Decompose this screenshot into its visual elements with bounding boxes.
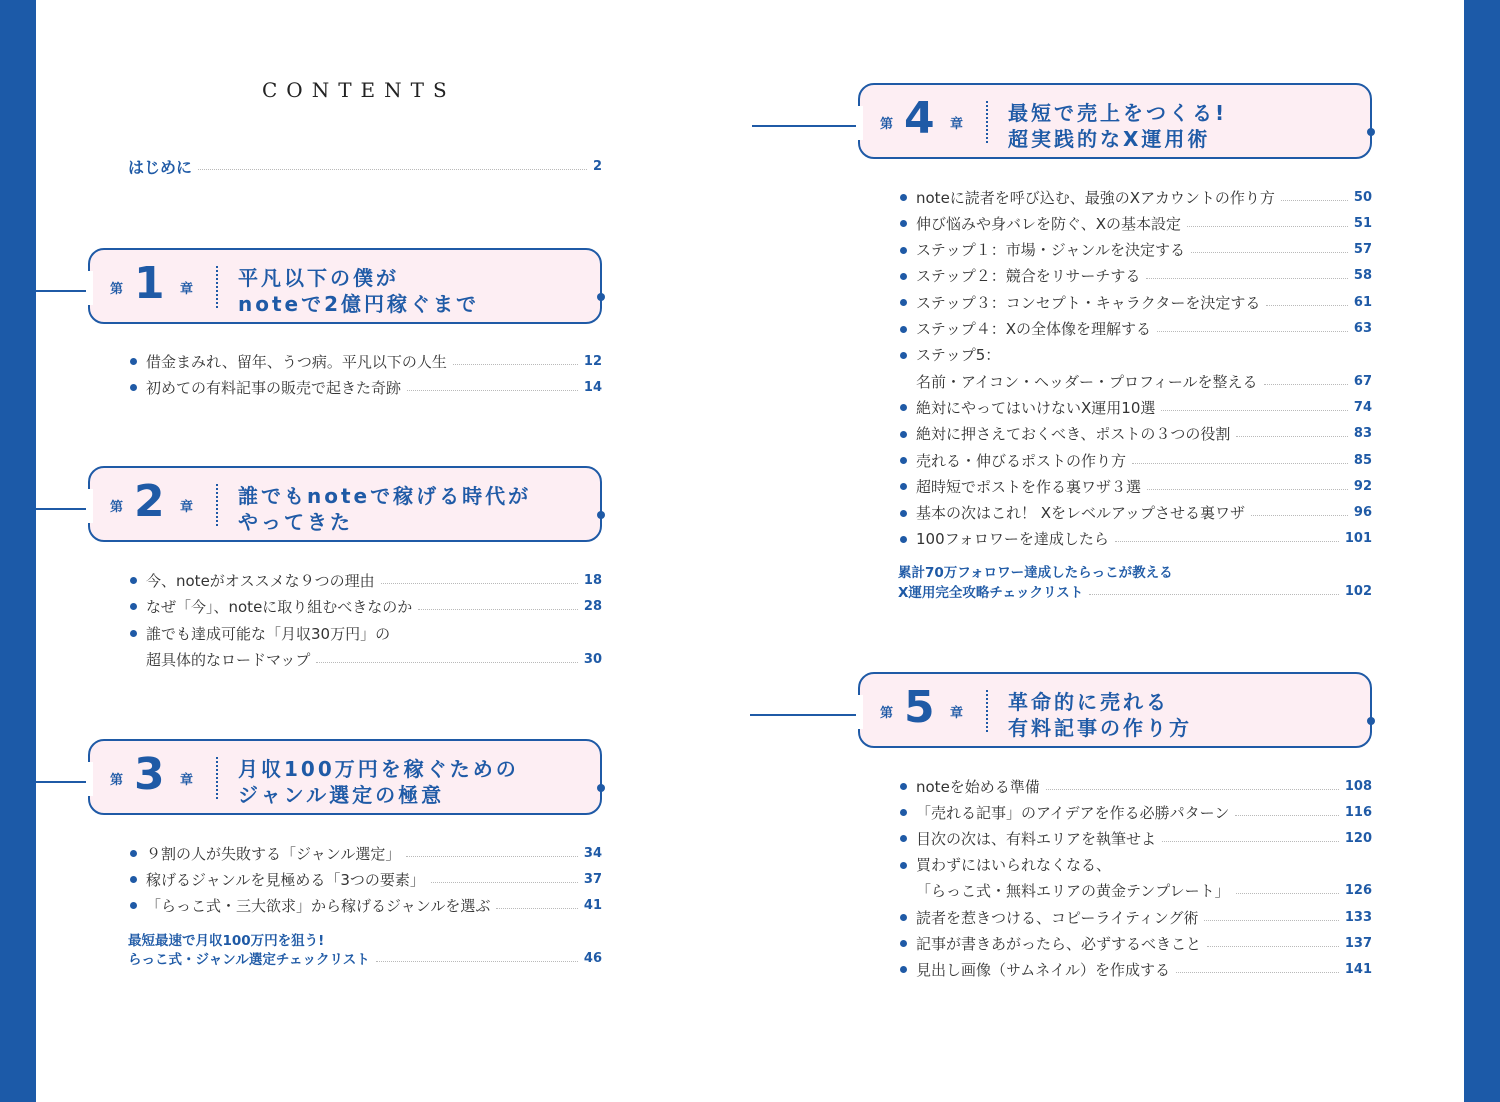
chapter-notch bbox=[856, 106, 863, 140]
chapter-suffix: 章 bbox=[180, 500, 194, 515]
leader-dots bbox=[453, 364, 578, 365]
toc-entry-page: 141 bbox=[1344, 961, 1372, 977]
bullet-dot bbox=[900, 510, 907, 517]
leader-dots bbox=[1132, 463, 1348, 464]
chapter-end-dot bbox=[597, 511, 605, 519]
toc-entry-page: 58 bbox=[1353, 268, 1372, 284]
chapter-title-line2: やってきた bbox=[238, 510, 353, 534]
toc-entry[interactable] bbox=[146, 840, 602, 866]
toc-entry-page: 34 bbox=[583, 845, 602, 861]
chapter-separator bbox=[986, 101, 988, 143]
chapter-suffix: 章 bbox=[180, 773, 194, 788]
bullet-dot bbox=[900, 914, 907, 921]
toc-entry[interactable] bbox=[916, 342, 1372, 368]
leader-dots bbox=[1162, 841, 1339, 842]
chapter-end-dot bbox=[597, 293, 605, 301]
toc-entry-page: 116 bbox=[1344, 804, 1372, 820]
leader-dots bbox=[1146, 278, 1348, 279]
toc-entry-page: 83 bbox=[1353, 426, 1372, 442]
chapter-notch bbox=[86, 762, 93, 796]
chapter-suffix: 章 bbox=[950, 706, 964, 721]
bullet-dot bbox=[900, 940, 907, 947]
checklist-page: 102 bbox=[1344, 583, 1372, 599]
toc-entry-page: 28 bbox=[583, 598, 602, 614]
chapter-prefix: 第 bbox=[110, 282, 124, 297]
toc-entry[interactable] bbox=[916, 956, 1372, 982]
checklist-page: 46 bbox=[583, 950, 602, 966]
toc-entry-continued[interactable] bbox=[916, 368, 1372, 394]
toc-entry[interactable] bbox=[916, 930, 1372, 956]
toc-entry[interactable] bbox=[916, 904, 1372, 930]
toc-entry-label: 今、noteがオススメな９つの理由 bbox=[146, 571, 375, 590]
toc-entry-page: 133 bbox=[1344, 909, 1372, 925]
toc-entry[interactable] bbox=[916, 263, 1372, 289]
toc-entry[interactable] bbox=[916, 394, 1372, 420]
chapter-separator bbox=[216, 484, 218, 526]
chapter-suffix: 章 bbox=[180, 282, 194, 297]
toc-entry[interactable] bbox=[916, 316, 1372, 342]
bullet-dot bbox=[900, 326, 907, 333]
chapter-5-header[interactable] bbox=[858, 672, 1372, 748]
toc-entry[interactable] bbox=[916, 773, 1372, 799]
toc-entry[interactable] bbox=[146, 892, 602, 918]
leader-dots bbox=[1157, 331, 1348, 332]
toc-entry-page: 57 bbox=[1353, 242, 1372, 258]
leader-dots bbox=[1089, 594, 1339, 595]
toc-entry-label: 絶対に押さえておくべき、ポストの３つの役割 bbox=[916, 425, 1231, 444]
toc-entry-page: 12 bbox=[583, 353, 602, 369]
bullet-dot bbox=[130, 358, 137, 365]
bullet-dot bbox=[130, 577, 137, 584]
chapter-connector-line bbox=[752, 125, 858, 127]
chapter-separator bbox=[216, 266, 218, 308]
toc-entry-page: 63 bbox=[1353, 321, 1372, 336]
toc-entry-page: 108 bbox=[1344, 778, 1372, 794]
leader-dots bbox=[1251, 515, 1348, 516]
leader-dots bbox=[431, 882, 578, 883]
chapter-title-line1: 最短で売上をつくる! bbox=[1008, 101, 1228, 125]
toc-entry-label: 「らっこ式・無料エリアの黄金テンプレート」 bbox=[916, 882, 1230, 901]
toc-entry-page: 41 bbox=[583, 897, 602, 913]
bullet-dot bbox=[130, 384, 137, 391]
chapter-end-dot bbox=[1367, 128, 1375, 136]
toc-entry[interactable] bbox=[916, 799, 1372, 825]
toc-entry[interactable] bbox=[146, 348, 602, 374]
chapter-number: 1 bbox=[134, 258, 165, 309]
toc-entry-page: 137 bbox=[1344, 935, 1372, 951]
toc-entry-page: 96 bbox=[1353, 505, 1372, 521]
chapter-3-header[interactable] bbox=[88, 739, 602, 815]
toc-entry-page: 2 bbox=[592, 158, 602, 174]
toc-entry[interactable] bbox=[146, 620, 602, 646]
leader-dots bbox=[1281, 200, 1348, 201]
toc-entry-page: 74 bbox=[1353, 399, 1372, 415]
toc-entry-label: 超具体的なロードマップ bbox=[146, 650, 311, 669]
toc-entry-label: 記事が書きあがったら、必ずするべきこと bbox=[916, 934, 1202, 953]
chapter-title-line2: noteで2億円稼ぐまで bbox=[238, 292, 480, 316]
chapter-connector-line bbox=[36, 781, 88, 783]
toc-entry-label: ステップ４：Xの全体像を理解する bbox=[916, 320, 1151, 338]
bullet-dot bbox=[900, 457, 907, 464]
bullet-dot bbox=[900, 247, 907, 254]
leader-dots bbox=[1207, 946, 1339, 947]
toc-entry-continued[interactable] bbox=[146, 646, 602, 672]
bullet-dot bbox=[900, 966, 907, 973]
toc-entry[interactable] bbox=[916, 237, 1372, 263]
toc-entry[interactable] bbox=[916, 473, 1372, 499]
toc-entry-label: ステップ３：コンセプト・キャラクターを決定する bbox=[916, 293, 1261, 312]
chapter-number: 5 bbox=[904, 682, 935, 733]
bullet-dot bbox=[900, 809, 907, 816]
toc-entry-label: 「らっこ式・三大欲求」から稼げるジャンルを選ぶ bbox=[146, 896, 491, 915]
checklist-label: 累計70万フォロワー達成したらっこが教える bbox=[898, 565, 1173, 581]
bullet-dot bbox=[130, 902, 137, 909]
chapter-title-line1: 月収100万円を稼ぐための bbox=[238, 757, 519, 781]
right-page-edge bbox=[1464, 0, 1500, 1102]
checklist-label: X運用完全攻略チェックリスト bbox=[898, 585, 1084, 601]
toc-entry-page: 126 bbox=[1344, 883, 1372, 899]
toc-entry[interactable] bbox=[916, 184, 1372, 210]
toc-entry-label: 絶対にやってはいけないX運用10選 bbox=[916, 398, 1156, 417]
leader-dots bbox=[406, 856, 578, 857]
chapter-connector-line bbox=[36, 508, 88, 510]
toc-entry-label: 売れる・伸びるポストの作り方 bbox=[916, 451, 1127, 470]
chapter-title-line2: ジャンル選定の極意 bbox=[238, 783, 445, 807]
toc-entry[interactable] bbox=[146, 866, 602, 892]
bullet-dot bbox=[900, 220, 907, 227]
chapter-prefix: 第 bbox=[880, 117, 894, 132]
toc-entry[interactable] bbox=[916, 500, 1372, 526]
bullet-dot bbox=[900, 194, 907, 201]
toc-entry-label: なぜ「今」、noteに取り組むべきなのか bbox=[146, 597, 413, 616]
chapter-title-line1: 革命的に売れる bbox=[1008, 690, 1169, 714]
left-page-edge bbox=[0, 0, 36, 1102]
chapter-title-line1: 誰でもnoteで稼げる時代が bbox=[238, 484, 532, 508]
chapter-number: 4 bbox=[904, 93, 935, 144]
toc-entry-page: 14 bbox=[583, 379, 602, 395]
bullet-dot bbox=[130, 876, 137, 883]
toc-entry-label: 借金まみれ、留年、うつ病。平凡以下の人生 bbox=[146, 352, 447, 371]
toc-entry-page: 92 bbox=[1353, 478, 1372, 494]
toc-entry-label: 買わずにはいられなくなる、 bbox=[916, 856, 1112, 875]
bullet-dot bbox=[900, 536, 907, 543]
toc-entry-label: noteを始める準備 bbox=[916, 777, 1040, 796]
toc-entry-intro[interactable] bbox=[128, 153, 602, 179]
toc-entry-label: noteに読者を呼び込む、最強のXアカウントの作り方 bbox=[916, 188, 1275, 207]
toc-entry-page: 50 bbox=[1353, 189, 1372, 205]
leader-dots bbox=[381, 583, 578, 584]
toc-entry-label: 見出し画像（サムネイル）を作成する bbox=[916, 960, 1170, 979]
bullet-dot bbox=[900, 483, 907, 490]
toc-entry-label: 稼げるジャンルを見極める「3つの要素」 bbox=[146, 870, 425, 889]
toc-entry-continued[interactable] bbox=[916, 878, 1372, 904]
toc-entry-page: 30 bbox=[583, 651, 602, 667]
toc-entry[interactable] bbox=[916, 526, 1372, 552]
chapter-suffix: 章 bbox=[950, 117, 964, 132]
chapter-prefix: 第 bbox=[110, 500, 124, 515]
leader-dots bbox=[198, 169, 587, 170]
toc-entry-page: 61 bbox=[1353, 294, 1372, 310]
leader-dots bbox=[1176, 972, 1339, 973]
leader-dots bbox=[418, 609, 578, 610]
bullet-dot bbox=[900, 835, 907, 842]
checklist-entry-line2[interactable] bbox=[128, 945, 602, 971]
toc-entry-label: 「売れる記事」のアイデアを作る必勝パターン bbox=[916, 803, 1230, 822]
toc-entry[interactable] bbox=[146, 374, 602, 400]
bullet-dot bbox=[900, 862, 907, 869]
chapter-title-line1: 平凡以下の僕が bbox=[238, 266, 399, 290]
leader-dots bbox=[1161, 410, 1348, 411]
toc-entry-label: 読者を惹きつける、コピーライティング術 bbox=[916, 908, 1199, 927]
toc-entry-label: 基本の次はこれ！ Xをレベルアップさせる裏ワザ bbox=[916, 504, 1245, 523]
leader-dots bbox=[1046, 789, 1339, 790]
toc-entry-label: 名前・アイコン・ヘッダー・プロフィールを整える bbox=[916, 372, 1258, 391]
bullet-dot bbox=[130, 603, 137, 610]
toc-entry-page: 67 bbox=[1353, 373, 1372, 389]
chapter-end-dot bbox=[1367, 717, 1375, 725]
leader-dots bbox=[1236, 436, 1348, 437]
toc-entry-label: 目次の次は、有料エリアを執筆せよ bbox=[916, 829, 1157, 848]
toc-entry-label: ９割の人が失敗する「ジャンル選定」 bbox=[146, 844, 401, 863]
leader-dots bbox=[1264, 384, 1348, 385]
chapter-2-header[interactable] bbox=[88, 466, 602, 542]
toc-entry-label: 超時短でポストを作る裏ワザ３選 bbox=[916, 477, 1142, 496]
leader-dots bbox=[1266, 305, 1348, 306]
toc-entry[interactable] bbox=[916, 825, 1372, 851]
leader-dots bbox=[1187, 226, 1348, 227]
toc-entry-page: 120 bbox=[1344, 830, 1372, 846]
toc-entry-page: 37 bbox=[583, 871, 602, 887]
toc-entry[interactable] bbox=[916, 210, 1372, 236]
toc-entry[interactable] bbox=[916, 852, 1372, 878]
chapter-1-header[interactable] bbox=[88, 248, 602, 324]
leader-dots bbox=[1147, 489, 1348, 490]
chapter-prefix: 第 bbox=[880, 706, 894, 721]
leader-dots bbox=[1204, 920, 1338, 921]
checklist-label: 最短最速で月収100万円を狙う! bbox=[128, 933, 325, 949]
bullet-dot bbox=[130, 630, 137, 637]
toc-entry-label: 初めての有料記事の販売で起きた奇跡 bbox=[146, 378, 402, 397]
toc-entry-label: 100フォロワーを達成したら bbox=[916, 530, 1109, 549]
toc-entry-label: 伸び悩みや身バレを防ぐ、Xの基本設定 bbox=[916, 214, 1181, 233]
bullet-dot bbox=[130, 850, 137, 857]
leader-dots bbox=[1236, 893, 1339, 894]
bullet-dot bbox=[900, 783, 907, 790]
bullet-dot bbox=[900, 299, 907, 306]
chapter-notch bbox=[856, 695, 863, 729]
toc-entry-page: 51 bbox=[1353, 215, 1372, 231]
leader-dots bbox=[1191, 252, 1348, 253]
bullet-dot bbox=[900, 431, 907, 438]
leader-dots bbox=[376, 961, 578, 962]
leader-dots bbox=[1235, 815, 1339, 816]
checklist-label: らっこ式・ジャンル選定チェックリスト bbox=[128, 952, 370, 968]
chapter-4-header[interactable] bbox=[858, 83, 1372, 159]
toc-entry-label: はじめに bbox=[128, 157, 193, 177]
chapter-title-line2: 超実践的なX運用術 bbox=[1008, 127, 1211, 151]
chapter-separator bbox=[986, 690, 988, 732]
contents-heading: CONTENTS bbox=[262, 78, 456, 102]
leader-dots bbox=[1115, 541, 1339, 542]
chapter-number: 2 bbox=[134, 476, 165, 527]
toc-entry-label: ステップ5： bbox=[916, 346, 1001, 365]
chapter-number: 3 bbox=[134, 749, 165, 800]
toc-entry[interactable] bbox=[916, 289, 1372, 315]
leader-dots bbox=[496, 908, 578, 909]
toc-entry[interactable] bbox=[916, 447, 1372, 473]
toc-entry[interactable] bbox=[916, 421, 1372, 447]
leader-dots bbox=[407, 390, 578, 391]
chapter-connector-line bbox=[750, 714, 858, 716]
chapter-connector-line bbox=[36, 290, 88, 292]
toc-entry-label: 誰でも達成可能な「月収30万円」の bbox=[146, 624, 391, 643]
bullet-dot bbox=[900, 273, 907, 280]
toc-entry-page: 85 bbox=[1353, 452, 1372, 468]
bullet-dot bbox=[900, 352, 907, 359]
chapter-notch bbox=[86, 271, 93, 305]
leader-dots bbox=[316, 662, 578, 663]
toc-entry[interactable] bbox=[146, 593, 602, 619]
chapter-notch bbox=[86, 489, 93, 523]
chapter-separator bbox=[216, 757, 218, 799]
toc-entry[interactable] bbox=[146, 567, 602, 593]
bullet-dot bbox=[900, 404, 907, 411]
toc-entry-page: 18 bbox=[583, 572, 602, 588]
toc-entry-label: ステップ２：競合をリサーチする bbox=[916, 267, 1141, 286]
chapter-title-line2: 有料記事の作り方 bbox=[1008, 716, 1192, 740]
chapter-prefix: 第 bbox=[110, 773, 124, 788]
toc-entry-page: 101 bbox=[1344, 531, 1372, 547]
checklist-entry-line2[interactable] bbox=[898, 578, 1372, 604]
chapter-end-dot bbox=[597, 784, 605, 792]
toc-entry-label: ステップ１：市場・ジャンルを決定する bbox=[916, 241, 1186, 260]
